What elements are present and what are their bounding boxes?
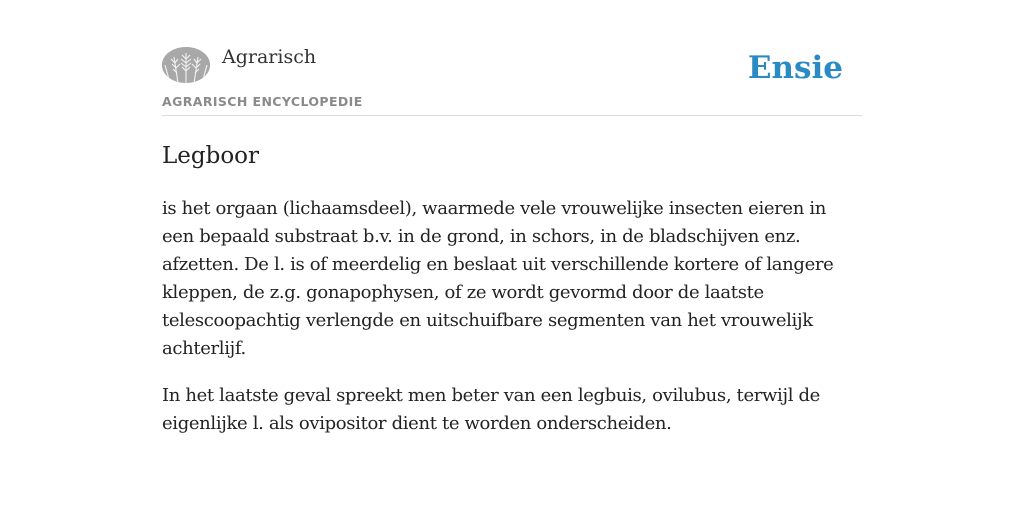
page: [162, 0, 862, 438]
article-paragraph: In het laatste geval spreekt men beter van een legbuis, ovilubus, terwijl de eigenlijke l. als ovipositor dient te worden onderscheiden.: [162, 385, 820, 434]
article-paragraph: is het orgaan (lichaamsdeel), waarmede vele vrouwelijke insecten eieren in een bepaald substraat b.v. in de grond, in schors, in de bladschijven enz. afzetten. De l. is of meerdelig en beslaat uit verschillende kortere of langere kleppen, de z.g. gonapophysen, of ze wordt gevormd door de laatste telescoopachtig verlengde en uitschuifbare segmenten van het vrouwelijk achterlijf.: [162, 198, 834, 359]
source-subtitle[interactable]: AGRARISCH ENCYCLOPEDIE: [162, 94, 363, 109]
source-name[interactable]: Agrarisch: [222, 46, 317, 68]
header: [162, 0, 862, 116]
wheat-icon[interactable]: [162, 47, 210, 83]
article-body: [162, 195, 862, 438]
article-title: Legboor: [162, 143, 260, 169]
brand-logo[interactable]: Ensie: [747, 50, 843, 86]
